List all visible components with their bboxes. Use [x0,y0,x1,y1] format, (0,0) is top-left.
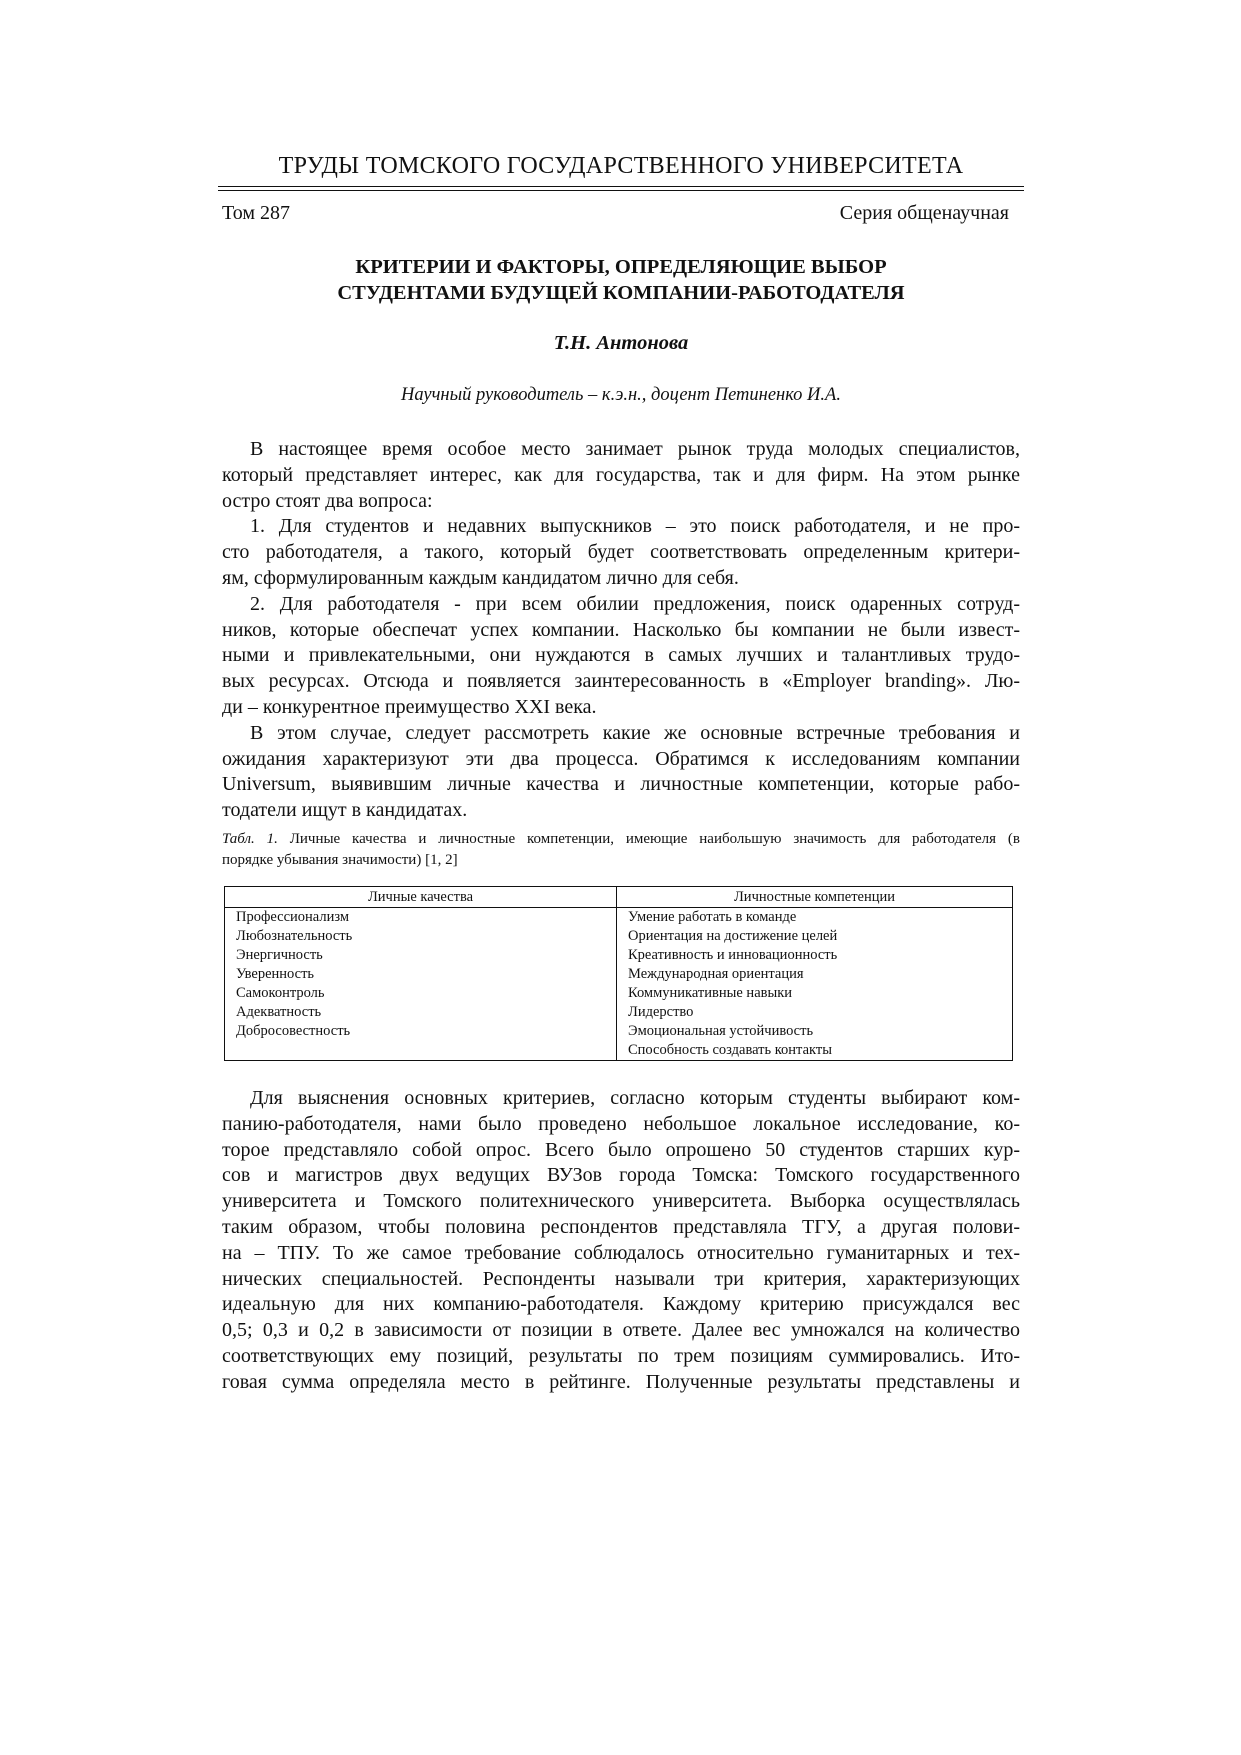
personal-quality-cell: Уверенность [225,965,617,984]
text-line: соответствующих ему позиций, результаты по трем позициям суммировались. Ито- [222,1344,1020,1367]
personal-quality-cell: Самоконтроль [225,984,617,1003]
competency-cell: Креативность и инновационность [617,946,1013,965]
qualities-table [224,886,1013,1061]
personal-quality-cell: Адекватность [225,1003,617,1022]
table-row [225,965,1013,984]
table-caption-line [222,829,1020,850]
text-line: 0,5; 0,3 и 0,2 в зависимости от позиции в ответе. Далее вес умножался на количество [222,1319,1020,1342]
table-body [225,908,1013,1061]
text-line: В этом случае, следует рассмотреть какие же основные встречные требования и [250,721,1020,744]
article-title-line: КРИТЕРИИ И ФАКТОРЫ, ОПРЕДЕЛЯЮЩИЕ ВЫБОР [355,256,887,278]
table-header-cell: Личностные компетенции [617,887,1013,908]
text-line: ожидания характеризуют эти два процесса. Обратимся к исследованиям компании [222,747,1020,770]
text-line: ными и привлекательными, они нуждаются в самых лучших и талантливых трудо- [222,644,1020,667]
text-line: 1. Для студентов и недавних выпускников – это поиск работодателя, и не про- [250,515,1020,538]
personal-quality-cell: Профессионализм [225,908,617,928]
table-caption-label: Табл. 1. [222,831,278,847]
text-line: 2. Для работодателя - при всем обилии предложения, поиск одаренных сотруд- [250,592,1020,615]
header-rule-bottom [218,190,1024,191]
text-line: говая сумма определяла место в рейтинге. Полученные результаты представлены и [222,1370,1020,1393]
text-line: Universum, выявившим личные качества и личностные компетенции, которые рабо- [222,773,1020,796]
text-line: панию-работодателя, нами было проведено небольшое локальное исследование, ко- [222,1112,1020,1135]
text-line: сов и магистров двух ведущих ВУЗов города Томска: Томского государственного [222,1164,1020,1187]
competency-cell: Коммуникативные навыки [617,984,1013,1003]
competency-cell: Международная ориентация [617,965,1013,984]
table-row [225,984,1013,1003]
text-line: таким образом, чтобы половина респондентов представляла ТГУ, а другая полови- [222,1215,1020,1238]
table-row [225,927,1013,946]
text-line: сто работодателя, а такого, который будет соответствовать определенным критери- [222,541,1020,564]
competency-cell: Способность создавать контакты [617,1041,1013,1061]
text-line: В настоящее время особое место занимает рынок труда молодых специалистов, [250,438,1020,460]
text-line: который представляет интерес, как для государства, так и для фирм. На этом рынке [222,463,1020,486]
scientific-advisor: Научный руководитель – к.э.н., доцент Петиненко И.А. [401,385,841,405]
personal-quality-cell: Энергичность [225,946,617,965]
text-line: тодатели ищут в кандидатах. [222,799,468,822]
text-line: вых ресурсах. Отсюда и появляется заинтересованность в «Employer branding». Лю- [222,670,1020,693]
table-caption-text: Личные качества и личностные компетенции, имеющие наибольшую значимость для работодателя (в [277,831,1020,847]
table-1 [224,886,1012,1061]
text-line: ям, сформулированным каждым кандидатом лично для себя. [222,566,739,589]
text-line: остро стоят два вопроса: [222,489,433,512]
competency-cell: Лидерство [617,1003,1013,1022]
table-caption [222,829,1020,870]
text-line: Для выяснения основных критериев, согласно которым студенты выбирают ком- [250,1087,1020,1109]
text-line: ди – конкурентное преимущество XXI века. [222,695,597,718]
text-line: на – ТПУ. То же самое требование соблюдалось относительно гуманитарных и тех- [222,1241,1020,1264]
table-row [225,1022,1013,1041]
personal-quality-cell: Любознательность [225,927,617,946]
table-header-row [225,887,1013,908]
body-text-survey [222,1086,1020,1396]
text-line: идеальную для них компанию-работодателя. Каждому критерию присуждался вес [222,1293,1020,1316]
table-row [225,1003,1013,1022]
body-text-intro [222,437,1020,824]
competency-cell: Ориентация на достижение целей [617,927,1013,946]
text-line: нических специальностей. Респонденты называли три критерия, характеризующих [222,1267,1020,1290]
table-header-cell: Личные качества [225,887,617,908]
table-row [225,908,1013,928]
competency-cell: Эмоциональная устойчивость [617,1022,1013,1041]
text-line: ников, которые обеспечат успех компании. Насколько бы компании не были извест- [222,618,1020,641]
competency-cell: Умение работать в команде [617,908,1013,928]
article-title [222,254,1020,306]
personal-quality-cell: Добросовестность [225,1022,617,1041]
table-row [225,1041,1013,1061]
volume-label: Том 287 [222,202,290,224]
header-rule-top [218,186,1024,187]
article-title-line: СТУДЕНТАМИ БУДУЩЕЙ КОМПАНИИ-РАБОТОДАТЕЛЯ [337,282,905,304]
journal-title: ТРУДЫ ТОМСКОГО ГОСУДАРСТВЕННОГО УНИВЕРСИТЕТА [278,153,964,179]
text-line: университета и Томского политехнического университета. Выборка осуществлялась [222,1190,1020,1213]
table-row [225,946,1013,965]
text-line: торое представляло собой опрос. Всего было опрошено 50 студентов старших кур- [222,1138,1020,1161]
table-caption-line: порядке убывания значимости) [1, 2] [222,851,458,868]
series-label: Серия общенаучная [839,202,1009,224]
author: Т.Н. Антонова [553,332,689,354]
personal-quality-cell [225,1041,617,1061]
